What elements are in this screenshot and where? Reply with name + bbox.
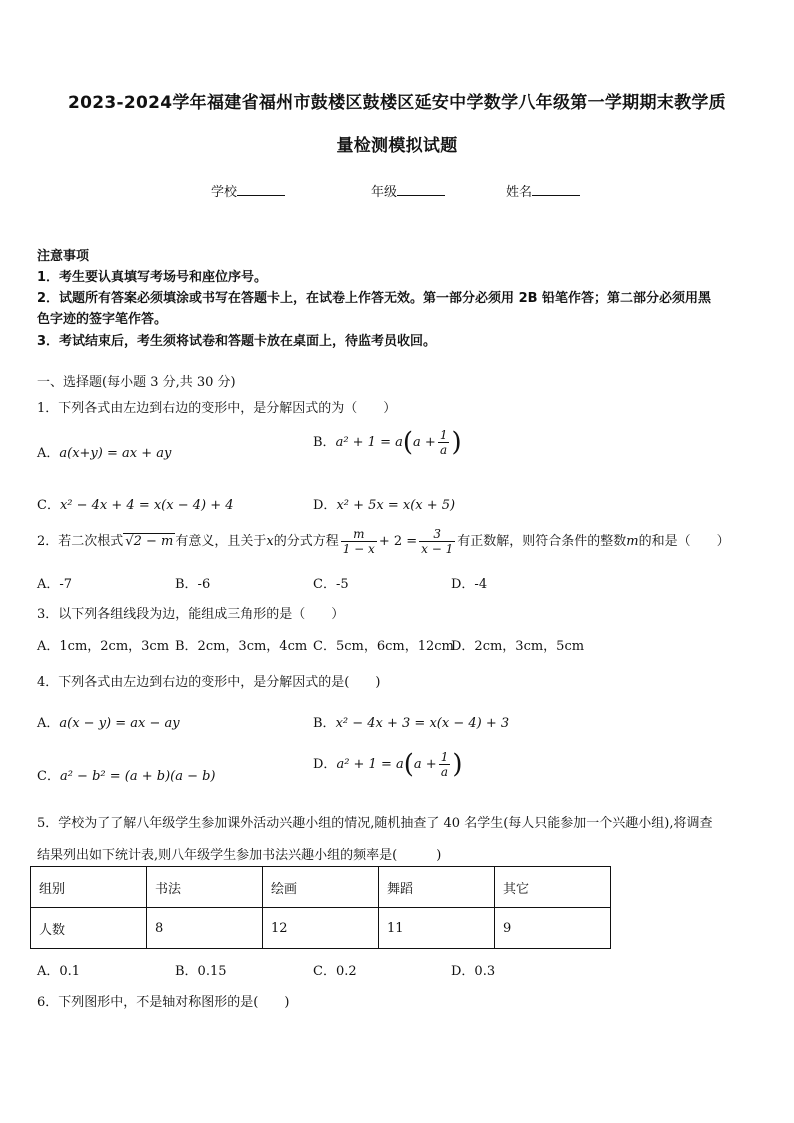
q4-option-a — [37, 712, 180, 731]
notice-heading: 注意事项 — [37, 249, 90, 264]
table-cell: 11 — [379, 908, 495, 949]
fraction-denominator: a — [440, 443, 448, 457]
name-label: 姓名 — [506, 185, 533, 200]
table-row — [31, 908, 611, 949]
school-blank — [237, 183, 285, 196]
q3-option-c: C．5cm，6cm，12cm — [313, 639, 454, 654]
fraction-denominator: 1 − x — [342, 542, 375, 556]
q1-option-b-expr: a² + 1 = a — [335, 435, 403, 450]
q2-text: 的和是（ ） — [638, 534, 730, 549]
table-cell: 12 — [263, 908, 379, 949]
notice-item: 色字迹的签字笔作答。 — [37, 312, 168, 327]
q1-option-a-expr: a(x+y) = ax + ay — [59, 446, 172, 461]
q5-option-c: C．0.2 — [313, 964, 357, 979]
q4-option-d-expr: a² + 1 = a — [336, 757, 404, 772]
table-header-cell: 组别 — [31, 867, 147, 908]
q2-option-d: D．-4 — [451, 577, 488, 592]
question-5-stem-1: 5．学校为了了解八年级学生参加课外活动兴趣小组的情况,随机抽查了 40 名学生(每人只能参加一个兴趣小组),将调查 — [37, 816, 713, 831]
q4-option-a-label: A． — [37, 716, 60, 731]
name-blank — [532, 183, 580, 196]
paren-open: ( — [403, 749, 414, 780]
q1-option-a — [37, 442, 171, 461]
question-5-stem-2: 结果列出如下统计表,则八年级学生参加书法兴趣小组的频率是( ) — [37, 848, 442, 863]
fraction-numerator: m — [341, 527, 377, 542]
q1-option-b — [313, 428, 462, 457]
table-cell: 8 — [147, 908, 263, 949]
q1-option-c-expr: x² − 4x + 4 = x(x − 4) + 4 — [59, 498, 234, 513]
q3-option-b: B．2cm，3cm，4cm — [175, 639, 308, 654]
q1-option-d — [313, 494, 455, 513]
q4-option-c-expr: a² − b² = (a + b)(a − b) — [59, 769, 216, 784]
fraction-numerator: 1 — [440, 750, 449, 764]
q1-option-a-label: A． — [37, 446, 60, 461]
school-field — [211, 181, 285, 200]
q4-option-b — [313, 712, 509, 731]
q5-option-d: D．0.3 — [451, 964, 496, 979]
fraction-one-over-a — [439, 750, 451, 779]
q1-option-b-label: B． — [313, 435, 336, 450]
paren-close: ) — [451, 427, 462, 458]
table-row — [31, 867, 611, 908]
grade-blank — [397, 183, 445, 196]
q2-option-b: B．-6 — [175, 577, 211, 592]
q4-option-d — [313, 750, 462, 779]
question-4-stem: 4．下列各式由左边到右边的变形中，是分解因式的是( ) — [37, 675, 381, 690]
q5-option-a: A．0.1 — [37, 964, 81, 979]
a-plus: a + — [413, 435, 436, 450]
statistics-table — [30, 866, 611, 949]
notice-item: 2．试题所有答案必须填涂或书写在答题卡上，在试卷上作答无效。第一部分必须用 2B 铅笔作答；第二部分必须用黑 — [37, 291, 712, 306]
q2-text: 有意义，且关于 — [175, 534, 267, 549]
table-header-cell: 舞蹈 — [379, 867, 495, 908]
q1-option-c — [37, 494, 234, 513]
q3-option-a: A．1cm，2cm，3cm — [37, 639, 170, 654]
q2-text: 有正数解，则符合条件的整数 — [457, 534, 627, 549]
fraction-m-over-1-minus-x — [341, 527, 377, 556]
q1-option-c-label: C． — [37, 498, 60, 513]
fraction-one-over-a — [438, 428, 450, 457]
q4-option-a-expr: a(x − y) = ax − ay — [59, 716, 180, 731]
grade-field — [371, 181, 445, 200]
sqrt-expression: √2 − m — [125, 534, 174, 549]
q4-option-c — [37, 765, 216, 784]
question-3-stem: 3．以下列各组线段为边，能组成三角形的是（ ） — [37, 607, 345, 622]
q3-option-d: D．2cm，3cm，5cm — [451, 639, 585, 654]
fraction-numerator: 1 — [439, 428, 448, 442]
var-m: m — [626, 534, 639, 549]
table-cell: 人数 — [31, 908, 147, 949]
name-field — [506, 181, 580, 200]
fraction-denominator: a — [440, 765, 449, 779]
section-heading: 一、选择题(每小题 3 分,共 30 分) — [37, 375, 236, 390]
q5-option-b: B．0.15 — [175, 964, 227, 979]
q2-option-c: C．-5 — [313, 577, 349, 592]
q4-option-b-expr: x² − 4x + 3 = x(x − 4) + 3 — [335, 716, 510, 731]
var-x: x — [266, 534, 274, 549]
fraction-denominator: x − 1 — [421, 542, 454, 556]
q2-text: + 2 = — [378, 534, 418, 549]
q4-option-b-label: B． — [313, 716, 336, 731]
exam-title-line2: 量检测模拟试题 — [336, 136, 458, 156]
paren-open: ( — [402, 427, 414, 458]
school-label: 学校 — [211, 185, 238, 200]
table-cell: 9 — [495, 908, 611, 949]
fraction-3-over-x-minus-1 — [419, 527, 455, 556]
a-plus: a + — [413, 757, 437, 772]
q1-option-d-label: D． — [313, 498, 337, 513]
question-2-stem — [37, 527, 730, 556]
grade-label: 年级 — [371, 185, 398, 200]
fraction-numerator: 3 — [419, 527, 455, 542]
q2-text: 的分式方程 — [273, 534, 339, 549]
question-6-stem: 6．下列图形中，不是轴对称图形的是( ) — [37, 995, 290, 1010]
table-header-cell: 绘画 — [263, 867, 379, 908]
notice-item: 3．考试结束后，考生须将试卷和答题卡放在桌面上，待监考员收回。 — [37, 334, 437, 349]
notice-item: 1．考生要认真填写考场号和座位序号。 — [37, 270, 268, 285]
q4-option-c-label: C． — [37, 769, 60, 784]
sqrt-radicand: 2 − m — [133, 534, 174, 549]
exam-title-line1: 2023-2024学年福建省福州市鼓楼区鼓楼区延安中学数学八年级第一学期期末教学质 — [68, 93, 726, 113]
question-1-stem: 1．下列各式由左边到右边的变形中，是分解因式的为（ ） — [37, 401, 397, 416]
q4-option-d-label: D． — [313, 757, 337, 772]
table-header-cell: 其它 — [495, 867, 611, 908]
table-header-cell: 书法 — [147, 867, 263, 908]
q2-text: 2．若二次根式 — [37, 534, 124, 549]
q1-option-d-expr: x² + 5x = x(x + 5) — [336, 498, 456, 513]
paren-close: ) — [452, 749, 463, 780]
q2-option-a: A．-7 — [37, 577, 73, 592]
